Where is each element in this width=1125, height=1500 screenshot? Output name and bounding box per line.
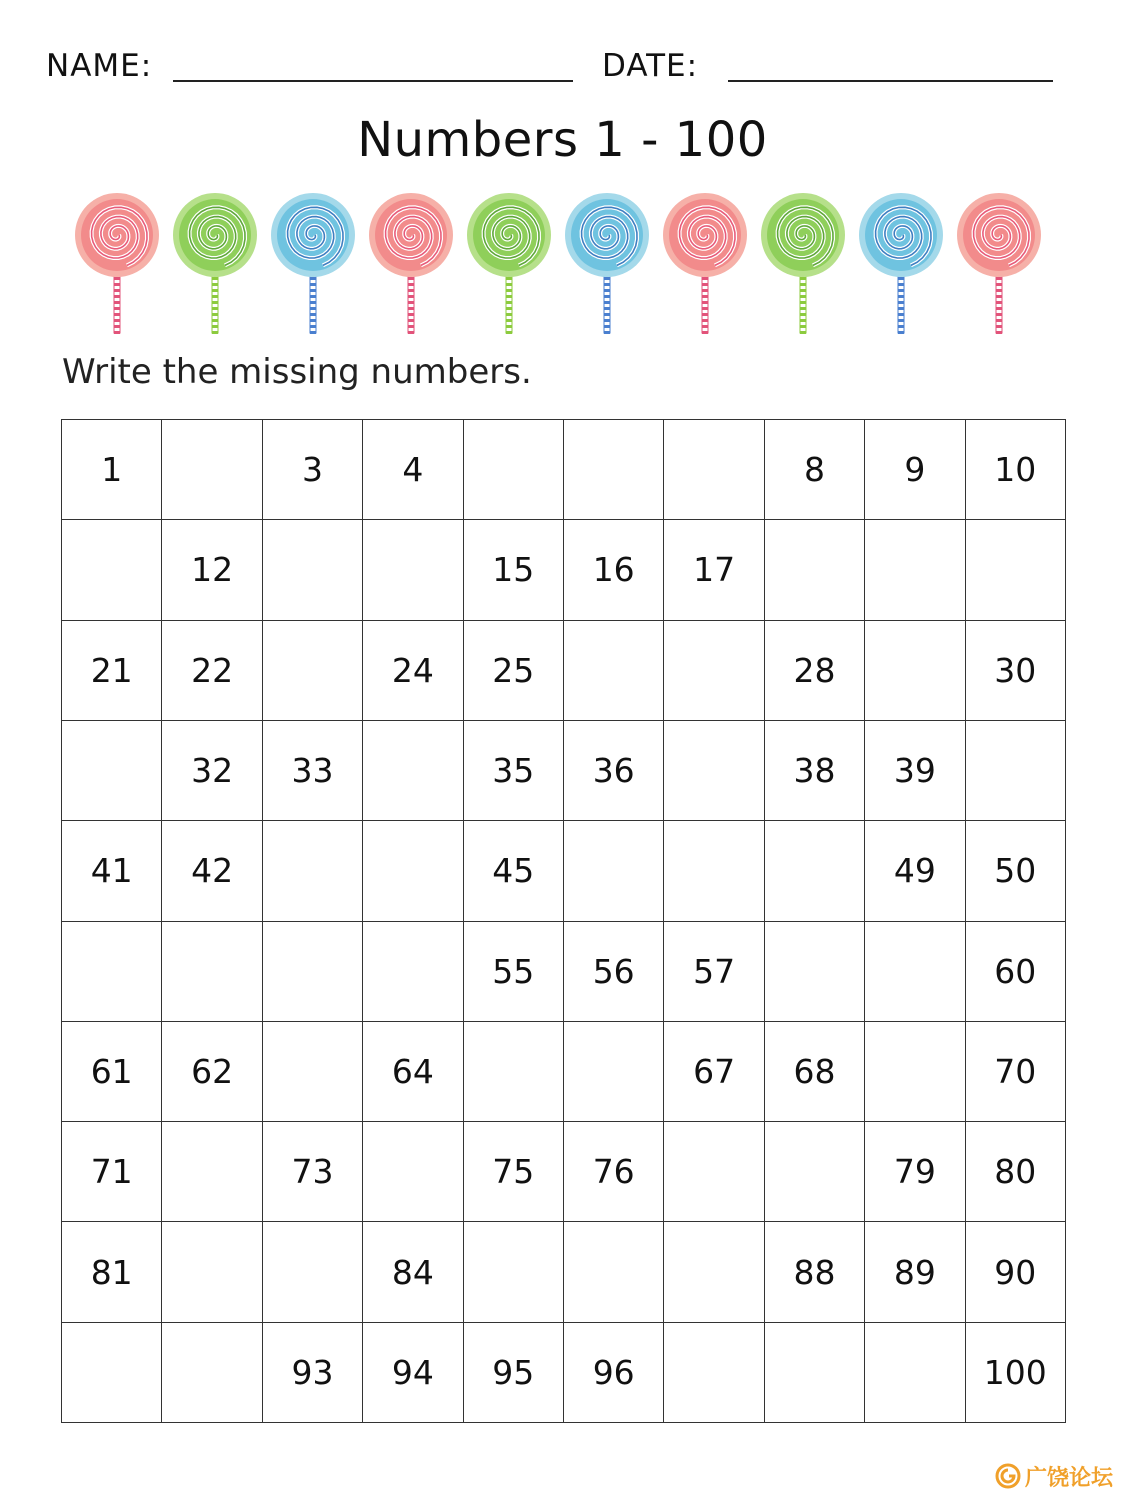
lollipop-icon	[271, 193, 355, 334]
number-cell: 33	[263, 721, 363, 821]
blank-cell[interactable]	[564, 621, 664, 721]
number-cell: 25	[464, 621, 564, 721]
lollipop-icon	[75, 193, 159, 334]
blank-cell[interactable]	[263, 520, 363, 620]
blank-cell[interactable]	[263, 1222, 363, 1322]
number-cell: 15	[464, 520, 564, 620]
number-cell: 32	[162, 721, 262, 821]
number-cell: 95	[464, 1323, 564, 1423]
number-cell: 84	[363, 1222, 463, 1322]
number-cell: 71	[62, 1122, 162, 1222]
number-cell: 4	[363, 420, 463, 520]
number-cell: 90	[966, 1222, 1066, 1322]
number-cell: 42	[162, 821, 262, 921]
blank-cell[interactable]	[865, 1022, 965, 1122]
number-cell: 8	[765, 420, 865, 520]
blank-cell[interactable]	[464, 420, 564, 520]
number-cell: 36	[564, 721, 664, 821]
number-cell: 88	[765, 1222, 865, 1322]
instruction-text: Write the missing numbers.	[62, 352, 532, 392]
number-cell: 56	[564, 922, 664, 1022]
blank-cell[interactable]	[363, 922, 463, 1022]
blank-cell[interactable]	[263, 821, 363, 921]
blank-cell[interactable]	[765, 922, 865, 1022]
number-cell: 41	[62, 821, 162, 921]
number-cell: 61	[62, 1022, 162, 1122]
blank-cell[interactable]	[765, 1323, 865, 1423]
lollipop-icon	[957, 193, 1041, 334]
blank-cell[interactable]	[162, 420, 262, 520]
number-cell: 10	[966, 420, 1066, 520]
number-cell: 9	[865, 420, 965, 520]
blank-cell[interactable]	[664, 420, 764, 520]
blank-cell[interactable]	[162, 1323, 262, 1423]
watermark-logo-icon	[995, 1463, 1021, 1489]
blank-cell[interactable]	[664, 621, 764, 721]
blank-cell[interactable]	[966, 520, 1066, 620]
number-cell: 3	[263, 420, 363, 520]
blank-cell[interactable]	[664, 1122, 764, 1222]
blank-cell[interactable]	[464, 1022, 564, 1122]
blank-cell[interactable]	[363, 821, 463, 921]
lollipop-icon	[565, 193, 649, 334]
number-cell: 60	[966, 922, 1066, 1022]
blank-cell[interactable]	[363, 721, 463, 821]
blank-cell[interactable]	[263, 621, 363, 721]
blank-cell[interactable]	[464, 1222, 564, 1322]
number-cell: 35	[464, 721, 564, 821]
page-title: Numbers 1 - 100	[357, 112, 768, 168]
number-cell: 81	[62, 1222, 162, 1322]
blank-cell[interactable]	[664, 721, 764, 821]
blank-cell[interactable]	[62, 1323, 162, 1423]
blank-cell[interactable]	[765, 1122, 865, 1222]
number-cell: 21	[62, 621, 162, 721]
blank-cell[interactable]	[363, 520, 463, 620]
number-cell: 75	[464, 1122, 564, 1222]
date-blank-line[interactable]	[728, 80, 1053, 82]
number-cell: 17	[664, 520, 764, 620]
blank-cell[interactable]	[765, 520, 865, 620]
number-grid	[61, 419, 1066, 1423]
number-cell: 45	[464, 821, 564, 921]
header-row	[0, 48, 1125, 92]
blank-cell[interactable]	[564, 420, 664, 520]
blank-cell[interactable]	[664, 821, 764, 921]
blank-cell[interactable]	[865, 922, 965, 1022]
number-cell: 39	[865, 721, 965, 821]
number-cell: 70	[966, 1022, 1066, 1122]
blank-cell[interactable]	[162, 1222, 262, 1322]
blank-cell[interactable]	[664, 1222, 764, 1322]
blank-cell[interactable]	[564, 821, 664, 921]
number-cell: 24	[363, 621, 463, 721]
blank-cell[interactable]	[564, 1222, 664, 1322]
blank-cell[interactable]	[363, 1122, 463, 1222]
name-label: NAME:	[46, 48, 153, 84]
lollipop-icon	[859, 193, 943, 334]
blank-cell[interactable]	[865, 520, 965, 620]
number-cell: 50	[966, 821, 1066, 921]
name-blank-line[interactable]	[173, 80, 573, 82]
number-cell: 96	[564, 1323, 664, 1423]
number-cell: 57	[664, 922, 764, 1022]
number-cell: 76	[564, 1122, 664, 1222]
number-cell: 1	[62, 420, 162, 520]
blank-cell[interactable]	[765, 821, 865, 921]
number-cell: 22	[162, 621, 262, 721]
blank-cell[interactable]	[966, 721, 1066, 821]
blank-cell[interactable]	[62, 922, 162, 1022]
watermark-text: 广饶论坛	[1025, 1465, 1114, 1491]
lollipop-banner	[0, 190, 1125, 340]
number-cell: 93	[263, 1323, 363, 1423]
number-cell: 100	[966, 1323, 1066, 1423]
blank-cell[interactable]	[162, 922, 262, 1022]
number-cell: 28	[765, 621, 865, 721]
blank-cell[interactable]	[62, 721, 162, 821]
lollipop-icon	[173, 193, 257, 334]
number-cell: 30	[966, 621, 1066, 721]
lollipop-icon	[761, 193, 845, 334]
number-cell: 73	[263, 1122, 363, 1222]
blank-cell[interactable]	[865, 1323, 965, 1423]
number-cell: 94	[363, 1323, 463, 1423]
number-cell: 55	[464, 922, 564, 1022]
blank-cell[interactable]	[162, 1122, 262, 1222]
number-cell: 64	[363, 1022, 463, 1122]
number-cell: 49	[865, 821, 965, 921]
number-cell: 80	[966, 1122, 1066, 1222]
lollipop-icon	[663, 193, 747, 334]
number-cell: 67	[664, 1022, 764, 1122]
number-cell: 16	[564, 520, 664, 620]
number-cell: 62	[162, 1022, 262, 1122]
blank-cell[interactable]	[664, 1323, 764, 1423]
number-cell: 12	[162, 520, 262, 620]
number-cell: 68	[765, 1022, 865, 1122]
date-label: DATE:	[602, 48, 699, 84]
blank-cell[interactable]	[263, 922, 363, 1022]
lollipop-icon	[369, 193, 453, 334]
blank-cell[interactable]	[62, 520, 162, 620]
watermark	[995, 1458, 1120, 1494]
number-cell: 79	[865, 1122, 965, 1222]
blank-cell[interactable]	[263, 1022, 363, 1122]
lollipop-icon	[467, 193, 551, 334]
blank-cell[interactable]	[564, 1022, 664, 1122]
blank-cell[interactable]	[865, 621, 965, 721]
number-cell: 38	[765, 721, 865, 821]
number-cell: 89	[865, 1222, 965, 1322]
